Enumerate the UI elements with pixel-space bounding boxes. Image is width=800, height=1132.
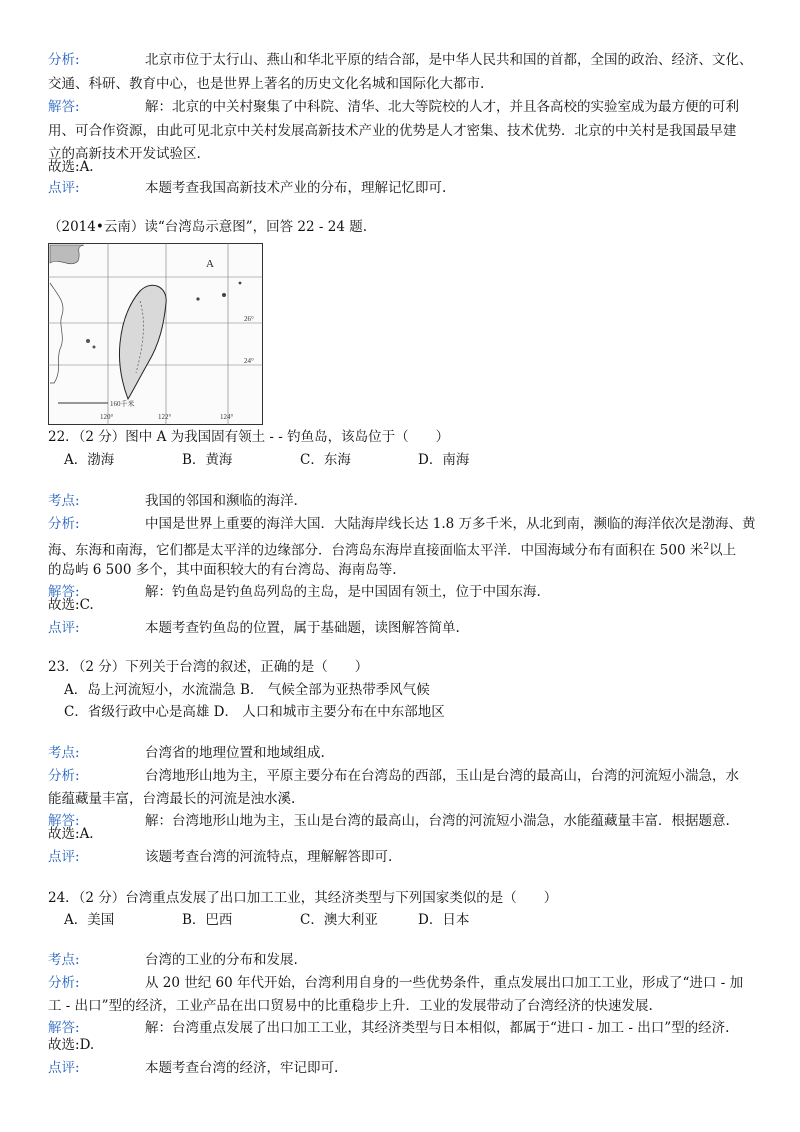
chosen-value: C. xyxy=(79,597,94,613)
analysis-text-part: 海、东海和南海，它们都是太平洋的边缘部分．台湾岛东海岸直接面临太平洋．中国海域分布有面积在 500 米 xyxy=(48,542,704,559)
taiwan-map xyxy=(48,243,263,425)
option-d: D．日本 xyxy=(418,912,470,928)
lon-label: 122° xyxy=(158,413,172,421)
chosen-value: A. xyxy=(79,159,94,175)
answer-label: 解答: xyxy=(48,584,80,600)
comment-text: 该题考查台湾的河流特点，理解解答即可. xyxy=(145,849,393,865)
question-23-stem: 23．（2 分）下列关于台湾的叙述，正确的是（ ） xyxy=(48,659,369,675)
exam-point-label: 考点: xyxy=(48,493,80,509)
analysis-section xyxy=(48,764,760,788)
analysis-text: 北京市位于太行山、燕山和华北平原的结合部，是中华人民共和国的首都，全国的政治、经济、文化、 xyxy=(145,52,753,68)
exam-point-text: 台湾省的地理位置和地域组成. xyxy=(145,745,325,761)
chosen-answer xyxy=(48,1033,94,1057)
analysis-text: 从 20 世纪 60 年代开始，台湾利用自身的一些优势条件，重点发展出口加工工业，形成了“进口 - 加 xyxy=(145,975,744,991)
answer-text: 解：钓鱼岛是钓鱼岛列岛的主岛，是中国固有领土，位于中国东海. xyxy=(145,584,541,600)
analysis-text-cont: 能蕴藏量丰富，台湾最长的河流是浊水溪. xyxy=(48,791,296,807)
question-intro: （2014•云南）读“台湾岛示意图”，回答 22 - 24 题. xyxy=(48,219,367,235)
answer-label: 解答: xyxy=(48,813,80,829)
chosen-answer xyxy=(48,593,94,617)
analysis-section xyxy=(48,512,760,536)
answer-section xyxy=(48,1016,760,1040)
comment-label: 点评: xyxy=(48,620,80,636)
answer-section xyxy=(48,580,760,604)
comment-section xyxy=(48,845,760,869)
answer-text: 解：台湾地形山地为主，玉山是台湾的最高山，台湾的河流短小湍急，水能蕴藏量丰富．根据题意. xyxy=(145,813,730,829)
question-22-options xyxy=(64,448,469,472)
comment-label: 点评: xyxy=(48,1060,80,1076)
exam-point-section xyxy=(48,489,760,513)
analysis-text: 台湾地形山地为主，平原主要分布在台湾岛的西部，玉山是台湾的最高山，台湾的河流短小湍急，水 xyxy=(145,768,739,784)
comment-section xyxy=(48,616,760,640)
comment-label: 点评: xyxy=(48,849,80,865)
chosen-value: A. xyxy=(79,826,94,842)
option-a: A．美国 xyxy=(64,912,115,928)
analysis-label: 分析: xyxy=(48,975,80,991)
superscript: 2 xyxy=(703,542,710,552)
option-b: B．黄海 xyxy=(182,452,233,468)
label-a: A xyxy=(206,258,214,270)
chosen-label: 故选: xyxy=(48,597,80,613)
exam-point-label: 考点: xyxy=(48,745,80,761)
analysis-text-cont: 工 - 出口”型的经济，工业产品在出口贸易中的比重稳步上升．工业的发展带动了台湾经济的快速发展. xyxy=(48,998,653,1014)
exam-point-label: 考点: xyxy=(48,952,80,968)
question-23-options-line2: C．省级行政中心是高雄 D． 人口和城市主要分布在中东部地区 xyxy=(64,704,445,720)
option-d: D．南海 xyxy=(418,452,470,468)
analysis-text: 中国是世界上重要的海洋大国．大陆海岸线长达 1.8 万多千米，从北到南，濒临的海洋依次是渤海、黄 xyxy=(145,516,756,532)
answer-text: 解：台湾重点发展了出口加工工业，其经济类型与日本相似，都属于“进口 - 加工 - 出口”型的经济. xyxy=(145,1020,730,1036)
question-24-stem: 24．（2 分）台湾重点发展了出口加工工业，其经济类型与下列国家类似的是（ ） xyxy=(48,890,558,906)
exam-point-section xyxy=(48,741,760,765)
analysis-label: 分析: xyxy=(48,516,80,532)
lat-label: 24° xyxy=(244,357,254,365)
analysis-text-cont: 的岛屿 6 500 多个，其中面积较大的有台湾岛、海南岛等. xyxy=(48,562,397,578)
comment-section xyxy=(48,176,760,200)
analysis-text-part: 以上 xyxy=(709,542,737,559)
lon-label: 120° xyxy=(100,413,114,421)
question-24-options xyxy=(64,908,469,932)
answer-section xyxy=(48,95,760,119)
lon-label: 124° xyxy=(220,413,234,421)
exam-point-text: 台湾的工业的分布和发展. xyxy=(145,952,298,968)
analysis-section xyxy=(48,971,760,995)
chosen-answer xyxy=(48,822,94,846)
comment-text: 本题考查我国高新技术产业的分布，理解记忆即可. xyxy=(145,180,447,196)
analysis-label: 分析: xyxy=(48,52,80,68)
exam-point-text: 我国的邻国和濒临的海洋. xyxy=(145,493,298,509)
analysis-label: 分析: xyxy=(48,768,80,784)
comment-text: 本题考查钓鱼岛的位置，属于基础题，读图解答简单. xyxy=(145,620,460,636)
answer-text-cont: 用、可合作资源，由此可见北京中关村发展高新技术产业的优势是人才密集、技术优势．北京的中关村是我国最早建 xyxy=(48,123,737,139)
comment-section xyxy=(48,1056,760,1080)
option-c: C．东海 xyxy=(300,452,351,468)
scale-label: 160千米 xyxy=(110,400,135,408)
option-c: C．澳大利亚 xyxy=(300,912,378,928)
answer-label: 解答: xyxy=(48,1020,80,1036)
chosen-label: 故选: xyxy=(48,826,80,842)
answer-label: 解答: xyxy=(48,99,80,115)
chosen-value: D. xyxy=(79,1037,95,1053)
option-a: A．渤海 xyxy=(64,452,115,468)
analysis-text-cont: 交通、科研、教育中心，也是世界上著名的历史文化名城和国际化大都市. xyxy=(48,76,485,92)
option-b: B．巴西 xyxy=(182,912,233,928)
answer-text: 解：北京的中关村聚集了中科院、清华、北大等院校的人才，并且各高校的实验室成为最方便的可利 xyxy=(145,99,739,115)
analysis-section xyxy=(48,48,760,72)
lat-label: 26° xyxy=(244,315,254,323)
comment-label: 点评: xyxy=(48,180,80,196)
chosen-label: 故选: xyxy=(48,159,80,175)
answer-text-cont: 立的高新技术开发试验区. xyxy=(48,146,201,162)
comment-text: 本题考查台湾的经济，牢记即可. xyxy=(145,1060,339,1076)
question-23-options-line1: A．岛上河流短小，水流湍急 B． 气候全部为亚热带季风气候 xyxy=(64,682,430,698)
exam-point-section xyxy=(48,948,760,972)
question-22-stem: 22．（2 分）图中 A 为我国固有领土 - - 钓鱼岛，该岛位于（ ） xyxy=(48,429,450,445)
answer-section xyxy=(48,809,760,833)
chosen-label: 故选: xyxy=(48,1037,80,1053)
